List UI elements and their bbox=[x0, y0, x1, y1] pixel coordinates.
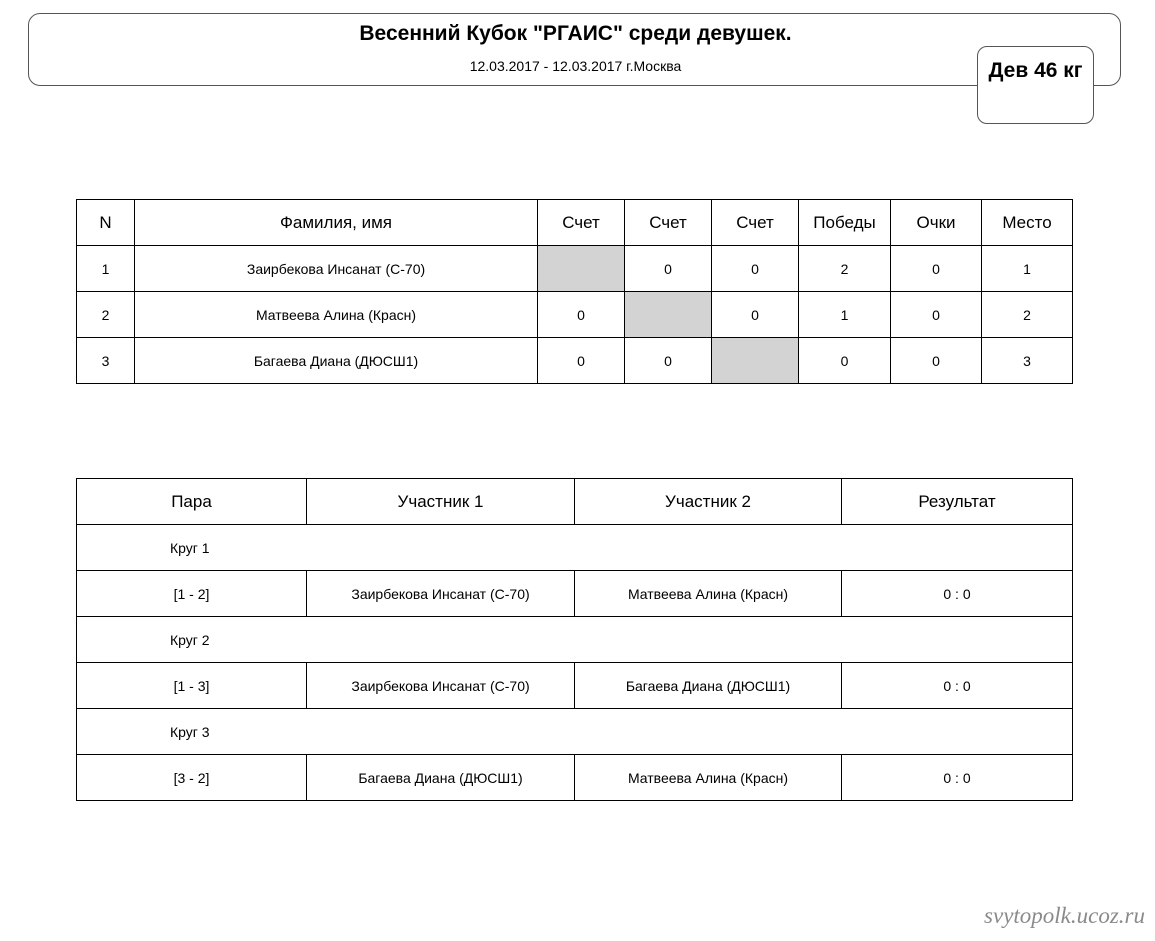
column-header: Фамилия, имя bbox=[135, 200, 538, 246]
pair-cell: [1 - 2] bbox=[77, 571, 307, 617]
result-cell: 0 : 0 bbox=[842, 755, 1073, 801]
points-cell: 0 bbox=[891, 292, 982, 338]
self-score-cell bbox=[625, 292, 712, 338]
place-cell: 2 bbox=[982, 292, 1073, 338]
result-cell: 0 : 0 bbox=[842, 571, 1073, 617]
round-label: Круг 3 bbox=[77, 709, 1073, 755]
score-cell: 0 bbox=[712, 246, 799, 292]
table-row bbox=[77, 571, 1073, 617]
round-row bbox=[77, 525, 1073, 571]
event-dates: 12.03.2017 - 12.03.2017 г.Москва bbox=[469, 58, 682, 74]
athlete-number: 1 bbox=[77, 246, 135, 292]
table-row bbox=[77, 338, 1073, 384]
athlete-name: Заирбекова Инсанат (С-70) bbox=[135, 246, 538, 292]
column-header: Пара bbox=[77, 479, 307, 525]
event-header bbox=[28, 13, 1121, 86]
matches-header-row bbox=[77, 479, 1073, 525]
column-header: Результат bbox=[842, 479, 1073, 525]
athlete-number: 2 bbox=[77, 292, 135, 338]
self-score-cell bbox=[538, 246, 625, 292]
participant-1-cell: Заирбекова Инсанат (С-70) bbox=[307, 663, 575, 709]
table-row bbox=[77, 663, 1073, 709]
round-row bbox=[77, 709, 1073, 755]
column-header: Участник 2 bbox=[575, 479, 842, 525]
table-row bbox=[77, 292, 1073, 338]
score-cell: 0 bbox=[538, 338, 625, 384]
points-cell: 0 bbox=[891, 246, 982, 292]
standings-header-row bbox=[77, 200, 1073, 246]
athlete-number: 3 bbox=[77, 338, 135, 384]
column-header: Победы bbox=[799, 200, 891, 246]
column-header: Очки bbox=[891, 200, 982, 246]
score-cell: 0 bbox=[712, 292, 799, 338]
round-row bbox=[77, 617, 1073, 663]
result-cell: 0 : 0 bbox=[842, 663, 1073, 709]
pair-cell: [1 - 3] bbox=[77, 663, 307, 709]
column-header: Счет bbox=[712, 200, 799, 246]
weight-category-box bbox=[977, 46, 1094, 124]
round-label: Круг 2 bbox=[77, 617, 1073, 663]
column-header: N bbox=[77, 200, 135, 246]
wins-cell: 1 bbox=[799, 292, 891, 338]
standings-table bbox=[76, 199, 1073, 384]
score-cell: 0 bbox=[625, 246, 712, 292]
event-title: Весенний Кубок "РГАИС" среди девушек. bbox=[359, 22, 792, 45]
place-cell: 3 bbox=[982, 338, 1073, 384]
column-header: Счет bbox=[625, 200, 712, 246]
athlete-name: Матвеева Алина (Красн) bbox=[135, 292, 538, 338]
column-header: Место bbox=[982, 200, 1073, 246]
matches-table bbox=[76, 478, 1073, 801]
round-label: Круг 1 bbox=[77, 525, 1073, 571]
pair-cell: [3 - 2] bbox=[77, 755, 307, 801]
table-row bbox=[77, 755, 1073, 801]
table-row bbox=[77, 246, 1073, 292]
participant-1-cell: Заирбекова Инсанат (С-70) bbox=[307, 571, 575, 617]
self-score-cell bbox=[712, 338, 799, 384]
weight-category-label: Дев 46 кг bbox=[988, 59, 1083, 82]
participant-2-cell: Матвеева Алина (Красн) bbox=[575, 755, 842, 801]
participant-2-cell: Матвеева Алина (Красн) bbox=[575, 571, 842, 617]
wins-cell: 2 bbox=[799, 246, 891, 292]
participant-2-cell: Багаева Диана (ДЮСШ1) bbox=[575, 663, 842, 709]
watermark-text: svytopolk.ucoz.ru bbox=[984, 903, 1145, 928]
wins-cell: 0 bbox=[799, 338, 891, 384]
points-cell: 0 bbox=[891, 338, 982, 384]
column-header: Участник 1 bbox=[307, 479, 575, 525]
place-cell: 1 bbox=[982, 246, 1073, 292]
column-header: Счет bbox=[538, 200, 625, 246]
participant-1-cell: Багаева Диана (ДЮСШ1) bbox=[307, 755, 575, 801]
score-cell: 0 bbox=[625, 338, 712, 384]
athlete-name: Багаева Диана (ДЮСШ1) bbox=[135, 338, 538, 384]
score-cell: 0 bbox=[538, 292, 625, 338]
